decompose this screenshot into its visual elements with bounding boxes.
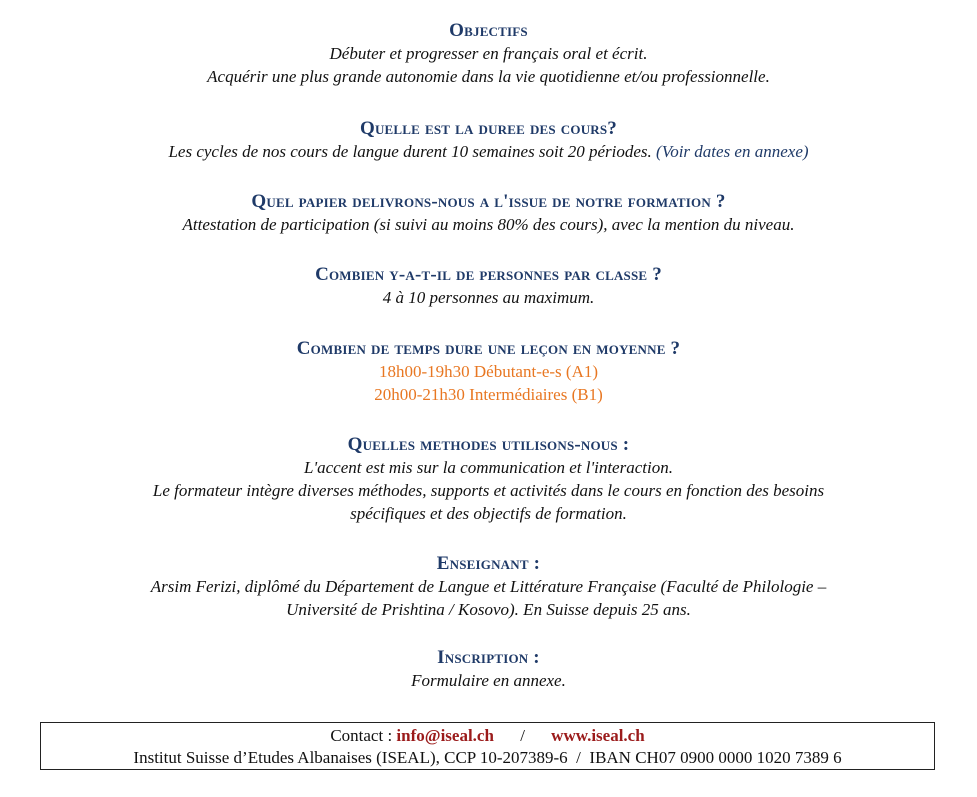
enseignant-line-2: Université de Prishtina / Kosovo). En Suisse depuis 25 ans. xyxy=(286,600,691,619)
section-duree xyxy=(0,118,977,163)
section-personnes xyxy=(0,264,977,309)
duree-text: Les cycles de nos cours de langue durent 10 semaines soit 20 périodes. xyxy=(168,142,652,161)
section-methodes xyxy=(0,434,977,525)
duree-note: (Voir dates en annexe) xyxy=(656,142,809,161)
contact-email-link[interactable]: info@iseal.ch xyxy=(396,726,494,745)
section-enseignant xyxy=(0,553,977,621)
methodes-line-1: L'accent est mis sur la communication et l'interaction. xyxy=(304,458,673,477)
objectifs-line-2: Acquérir une plus grande autonomie dans la vie quotidienne et/ou professionnelle. xyxy=(207,67,770,86)
heading-enseignant: Enseignant : xyxy=(436,553,541,574)
temps-line-1: 18h00-19h30 Débutant-e-s (A1) xyxy=(378,362,599,381)
contact-box xyxy=(40,722,935,770)
enseignant-line-1: Arsim Ferizi, diplômé du Département de Langue et Littérature Française (Faculté de Philologie – xyxy=(150,577,827,596)
section-inscription xyxy=(0,647,977,692)
contact-website-link[interactable]: www.iseal.ch xyxy=(551,726,645,745)
inscription-line-1: Formulaire en annexe. xyxy=(411,671,566,690)
section-temps xyxy=(0,338,977,406)
separator-text: / xyxy=(520,726,525,745)
duree-line xyxy=(0,140,977,163)
heading-personnes: Combien y-a-t-il de personnes par classe ? xyxy=(315,264,662,285)
section-objectifs xyxy=(0,20,977,88)
heading-papier: Quel papier delivrons-nous a l'issue de notre formation ? xyxy=(251,191,726,212)
objectifs-line-1: Débuter et progresser en français oral et écrit. xyxy=(329,44,648,63)
heading-objectifs: Objectifs xyxy=(449,20,528,41)
section-papier xyxy=(0,191,977,236)
contact-label: Contact : xyxy=(330,726,397,745)
contact-line xyxy=(41,725,934,747)
heading-methodes: Quelles methodes utilisons-nous : xyxy=(347,434,630,455)
personnes-line-1: 4 à 10 personnes au maximum. xyxy=(382,288,595,307)
contact-separator xyxy=(498,726,551,745)
methodes-line-2: Le formateur intègre diverses méthodes, supports et activités dans le cours en fonction des besoins xyxy=(152,481,825,500)
heading-duree: Quelle est la duree des cours? xyxy=(359,118,618,139)
institute-line: Institut Suisse d’Etudes Albanaises (ISEAL), CCP 10-207389-6 / IBAN CH07 0900 0000 1020 7389 6 xyxy=(133,748,842,767)
methodes-line-3: spécifiques et des objectifs de formation. xyxy=(350,504,627,523)
heading-inscription: Inscription : xyxy=(437,647,540,668)
heading-temps: Combien de temps dure une leçon en moyenne ? xyxy=(296,338,681,359)
temps-line-2: 20h00-21h30 Intermédiaires (B1) xyxy=(374,385,603,404)
papier-line-1: Attestation de participation (si suivi au moins 80% des cours), avec la mention du niveau. xyxy=(182,215,795,234)
